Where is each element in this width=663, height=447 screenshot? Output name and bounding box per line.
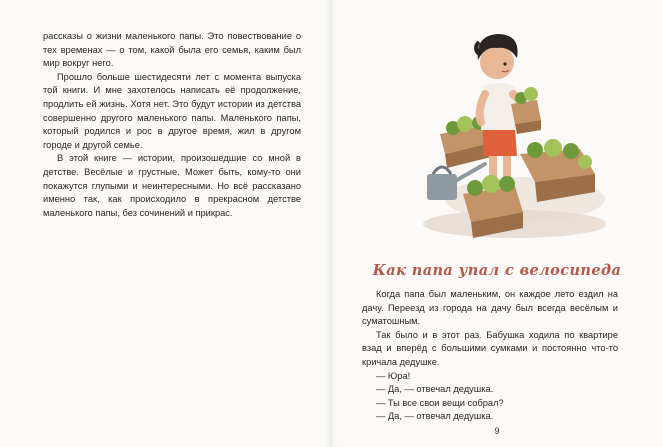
dialogue-line: — Да, — отвечал дедушка. bbox=[376, 384, 494, 395]
left-page bbox=[0, 0, 331, 447]
paragraph: рассказы о жизни маленького папы. Это повествование о тех временах — о том, какой была его семья, каким был мир вокруг него. bbox=[43, 31, 301, 69]
right-page-text bbox=[362, 288, 618, 424]
boy-with-seedling-boxes-illustration bbox=[405, 24, 605, 239]
dialogue-line: — Ты все свои вещи собрал? bbox=[376, 397, 504, 408]
left-page-text bbox=[43, 30, 301, 220]
paragraph: Когда папа был маленьким, он каждое лето ездил на дачу. Переезд из города на дачу был всегда весёлым и суматошным. bbox=[362, 289, 618, 327]
page-number: 9 bbox=[494, 426, 500, 436]
dialogue-line: — Да, — отвечал дедушка. bbox=[376, 411, 494, 422]
paragraph: Так было и в этот раз. Бабушка ходила по квартире взад и вперёд с большими сумками и постоянно что-то кричала дедушке. bbox=[362, 329, 618, 367]
seedling-box-front bbox=[463, 175, 523, 238]
chapter-title: Как папа упал с велосипеда bbox=[372, 262, 622, 279]
dialogue-line: — Юра! bbox=[376, 370, 411, 381]
paragraph: В этой книге — истории, произошедшие со мной в детстве. Весёлые и грустные. Может быть, кому-то они покажутся глупыми и неинтересными. Но всё рассказано именно так, как происходило в прекрасном детстве маленького папы, без сочинений и прикрас. bbox=[43, 153, 301, 218]
paragraph: Прошло больше шестидесяти лет с момента выпуска той книги. И мне захотелось написать её продолжение, продлить ей жизнь. Хотя нет. Это будут истории из детства совершенно другого маленького папы. Маленького папы, который родился и рос в другое время, жил в другом городе и другой семье. bbox=[43, 71, 301, 150]
